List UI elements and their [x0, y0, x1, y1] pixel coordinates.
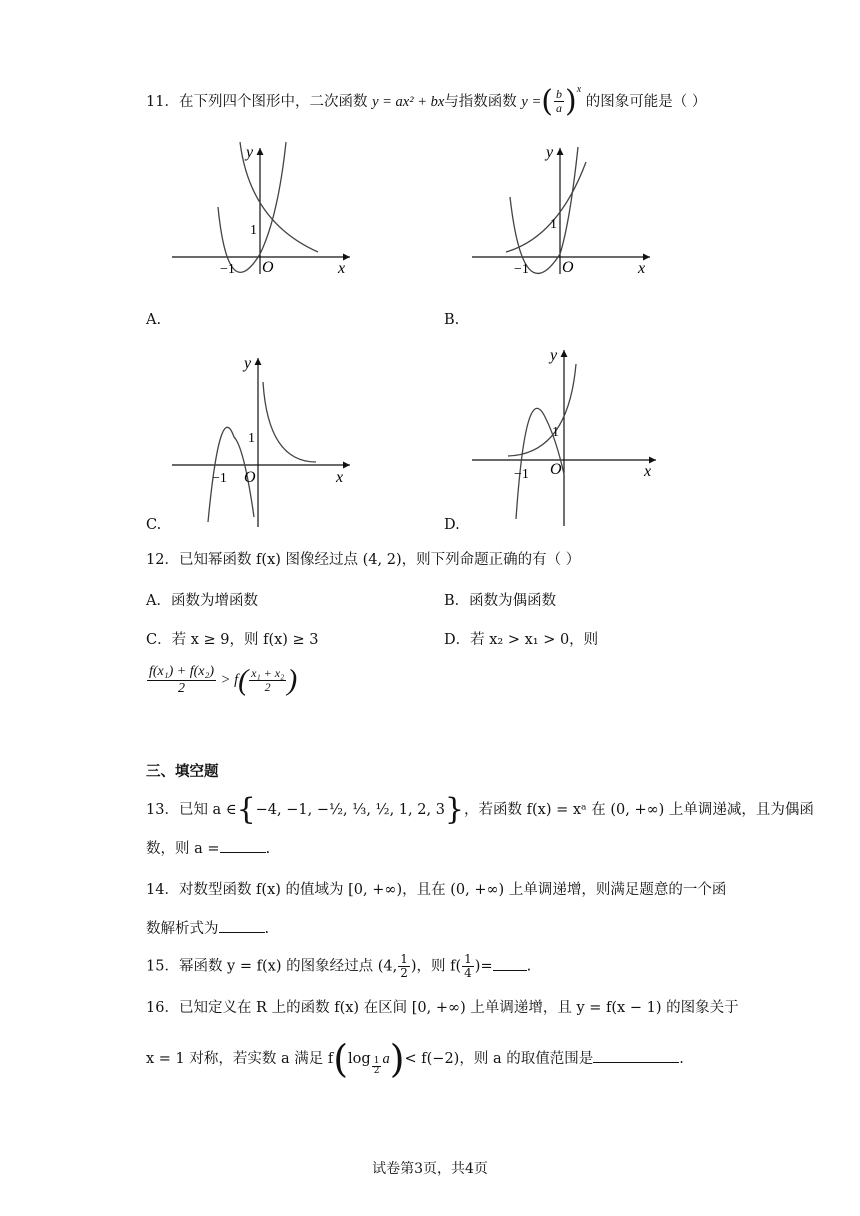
q14-line2-text: 数解析式为: [146, 921, 219, 937]
q12-text: 已知幂函数 f(x) 图像经过点 (4, 2)，则下列命题正确的有（ ）: [178, 552, 581, 568]
q16-line1: [146, 998, 739, 1018]
graph-b-o: O: [562, 259, 574, 276]
graph-d: [468, 344, 663, 529]
q14-text: 对数型函数 f(x) 的值域为 [0, +∞)，且在 (0, +∞) 上单调递增，则满足题意的一个函: [178, 882, 727, 898]
q11-base-fraction: $\frac{b}{a}$: [555, 87, 562, 116]
option-b-label: B.: [444, 312, 460, 328]
q13-set: −4, −1, −½, ⅓, ½, 1, 2, 3: [255, 802, 445, 818]
graph-b-neg-one: −1: [514, 262, 529, 277]
q13-prefix: 已知 a ∈: [178, 802, 237, 818]
q15-line: 15．幂函数 y = f(x) 的图象经过点 (4, $\frac{1}{2}$ )，则 f( $\frac{1}{4}$ )= .: [146, 952, 532, 980]
option-d-label: D.: [444, 517, 460, 533]
q11-line: 11．在下列四个图形中，二次函数 y = ax² + bx与指数函数 y =( $\frac{b}{a}$ )$^x$ 的图象可能是（ ）: [146, 83, 707, 119]
graph-b-y: y: [546, 144, 554, 161]
q14-answer-blank[interactable]: [219, 918, 265, 933]
q14-line1: [146, 880, 726, 900]
q13-line2: 数，则 a = .: [146, 838, 270, 859]
q12-option-d-inequality: $\frac{\text{f(x₁) + f(x₂)}}{2}$ > f( $\frac{\text{x₁ + x₂}}{2}$ ): [149, 663, 298, 697]
q12-d-right-fraction: $\frac{\text{x₁ + x₂}}{2}$: [251, 666, 285, 694]
q15-answer-blank[interactable]: [493, 956, 527, 971]
q11-number: 11．: [146, 93, 179, 110]
q16-log: log: [348, 1051, 371, 1067]
q12-option-b: B．函数为偶函数: [444, 593, 557, 609]
q13-line1: 13．已知 a ∈{−4, −1, −½, ⅓, ½, 1, 2, 3}，若函数 f(x) = xᵃ 在 (0, +∞) 上单调递减，且为偶函: [146, 792, 814, 827]
q15-frac-half: $\frac{1}{2}$: [400, 952, 408, 980]
q16-text: 已知定义在 R 上的函数 f(x) 在区间 [0, +∞) 上单调递增，且 y = f(x − 1) 的图象关于: [178, 1000, 739, 1016]
q12-d-mid: > f: [217, 671, 239, 688]
graph-b-one: 1: [550, 217, 557, 232]
q15-mid: )，则 f(: [410, 958, 462, 975]
graph-a-x: x: [338, 260, 346, 277]
q16-answer-blank[interactable]: [593, 1048, 679, 1063]
graph-d-neg-one: −1: [514, 467, 529, 482]
option-c-label: C.: [146, 517, 162, 533]
q13-number: 13．: [146, 802, 179, 818]
q15-prefix: 幂函数 y = f(x) 的图象经过点 (4,: [178, 958, 398, 975]
graph-c-one: 1: [248, 431, 255, 446]
graph-a-one: 1: [250, 223, 257, 238]
q11-exp-lhs: y =: [521, 93, 542, 110]
graph-d-x: x: [644, 463, 652, 480]
graph-b: [468, 142, 658, 277]
q12-number: 12．: [146, 552, 179, 568]
section-fill-in-title: 三、填空题: [146, 764, 219, 780]
graph-c-y: y: [244, 355, 252, 372]
q16-number: 16．: [146, 1000, 179, 1016]
q13-line2-text: 数，则 a =: [146, 841, 220, 857]
q11-text-b: 与指数函数: [444, 93, 517, 110]
graph-a-neg-one: −1: [220, 262, 235, 277]
graph-d-o: O: [550, 461, 562, 478]
graph-c-x: x: [336, 469, 344, 486]
q15-number: 15．: [146, 958, 179, 975]
graph-c: [168, 352, 358, 530]
q16-line2-b: < f(−2)，则 a 的取值范围是: [404, 1051, 594, 1067]
q15-frac-quarter: $\frac{1}{4}$: [464, 952, 472, 980]
page-footer: 试卷第3页，共4页: [372, 1161, 488, 1177]
q11-text-a: 在下列四个图形中，二次函数: [178, 93, 368, 110]
q11-quadratic: y = ax² + bx: [372, 93, 445, 110]
graph-a-y: y: [246, 144, 254, 161]
q11-exponent: x: [576, 84, 582, 95]
q15-suffix: )=: [474, 958, 493, 975]
q11-text-c: 的图象可能是（ ）: [585, 93, 707, 110]
option-a-label: A.: [146, 312, 162, 328]
q16-log-arg: a: [382, 1051, 390, 1067]
q14-number: 14．: [146, 882, 179, 898]
q12-stem: [146, 550, 580, 570]
q16-line2: x = 1 对称，若实数 a 满足 f(log $\frac{1}{2}$ a)< f(−2)，则 a 的取值范围是 .: [146, 1037, 684, 1081]
q12-option-d: D．若 x₂ > x₁ > 0，则: [444, 632, 599, 648]
q13-answer-blank[interactable]: [220, 838, 266, 853]
q12-d-left-fraction: $\frac{\text{f(x₁) + f(x₂)}}{2}$: [149, 664, 215, 696]
q12-option-c: C．若 x ≥ 9，则 f(x) ≥ 3: [146, 632, 319, 648]
q13-suffix: ，若函数 f(x) = xᵃ 在 (0, +∞) 上单调递减，且为偶函: [464, 802, 814, 818]
graph-d-one: 1: [552, 425, 559, 440]
q12-option-a: A．函数为增函数: [146, 593, 258, 609]
graph-b-x: x: [638, 260, 646, 277]
q16-log-base: $\frac{1}{2}$: [373, 1056, 380, 1076]
q16-line2-a: x = 1 对称，若实数 a 满足 f: [146, 1051, 334, 1067]
q14-line2: 数解析式为 .: [146, 918, 269, 939]
graph-a-o: O: [262, 259, 274, 276]
graph-a: [168, 142, 358, 277]
graph-d-y: y: [550, 347, 558, 364]
graph-c-o: O: [244, 469, 256, 486]
graph-c-neg-one: −1: [212, 471, 227, 486]
